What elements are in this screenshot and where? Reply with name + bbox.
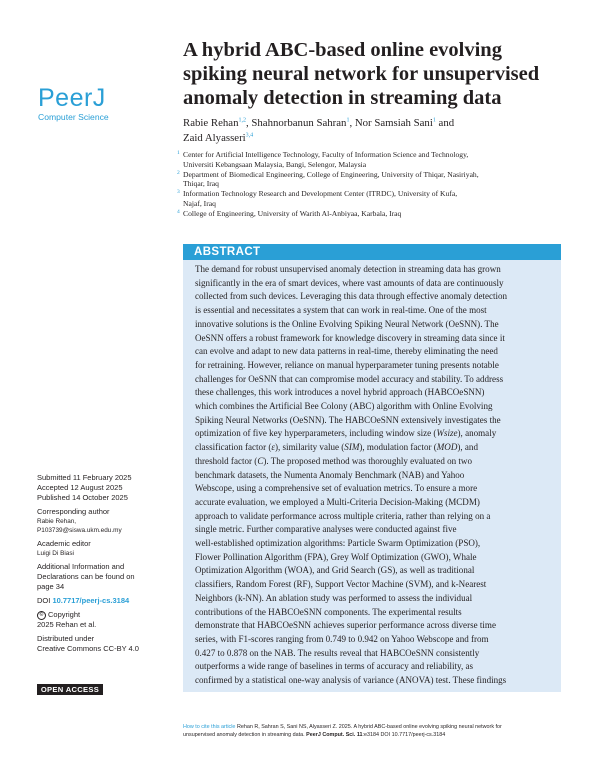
author-name[interactable]: Rabie Rehan: [183, 117, 239, 129]
corresponding-author-email[interactable]: P103739@siswa.ukm.edu.my: [37, 527, 122, 534]
affiliation-list: [177, 150, 577, 219]
citation-doi[interactable]: DOI 10.7717/peerj-cs.3184: [380, 731, 446, 738]
abstract-line: collected from such devices. Leveraging this data through effective anomaly detection: [195, 291, 508, 302]
abstract-line: benchmark datasets, the Numenta Anomaly Benchmark (NAB) and Yahoo: [195, 469, 465, 480]
additional-info-line: Additional Information and: [37, 562, 125, 571]
abstract-body: [195, 263, 560, 688]
citation-label: How to cite this article: [183, 724, 236, 730]
affiliation: 3 Information Technology Research and Development Center (ITRDC), University of Kufa, Najaf, Iraq: [177, 189, 458, 208]
abstract-line: contributions of the HABCOeSNN components. The experimental results: [195, 606, 462, 617]
author-name[interactable]: Shahnorbanun Sahran: [251, 117, 347, 129]
author-list: Rabie Rehan$^{1,2}$, Shahnorbanun Sahran$^1$, Nor Samsiah Sani$^1$ and Zaid Alyasseri$^{3,4}$: [183, 117, 455, 144]
abstract-line: The demand for robust unsupervised anomaly detection in streaming data has grown: [195, 264, 501, 274]
logo-brand: PeerJ: [38, 84, 106, 112]
citation-footer: How to cite this article Rehan R, Sahran S, Sani NS, Alyasseri Z. 2025. A hybrid ABC-based online evolving spiking neural network for unsupervised anomaly detection in streaming data. PeerJ Comput. Sci. 11:e3184 DOI 10.7717/peerj-cs.3184: [183, 724, 502, 738]
doi-line: DOI 10.7717/peerj-cs.3184: [37, 596, 130, 605]
abstract-line: confirmed by a statistical one-way analysis of variance (ANOVA) test. These findings: [195, 675, 507, 686]
submitted-date: Submitted 11 February 2025: [37, 473, 132, 482]
published-date: Published 14 October 2025: [37, 493, 128, 502]
abstract-line: approach to validate performance across multiple criteria, rather than relying on a: [195, 510, 491, 521]
affiliation: 1 Center for Artificial Intelligence Technology, Faculty of Information Science and Technology, Universiti Kebangsaan Malaysia, Bangi, Selengor, Malaysia: [177, 150, 469, 169]
abstract-line: classification factor (ε), similarity value (SIM), modulation factor (MOD), and: [195, 442, 478, 453]
abstract-line: significantly in the era of smart devices, where vast amounts of data are continuously: [195, 277, 504, 288]
affiliation: 4 College of Engineering, University of Warith Al-Anbiyaa, Karbala, Iraq: [177, 208, 402, 218]
abstract-line: innovative solutions is the Online Evolving Spiking Neural Network (OeSNN). The: [195, 318, 499, 329]
journal-logo: [38, 86, 130, 123]
article-metadata: [37, 473, 177, 654]
academic-editor-name: Luigi Di Biasi: [37, 550, 74, 557]
author-affil-sup: 1: [432, 117, 436, 124]
abstract-line: Flower Pollination Algorithm (FPA), Grey Wolf Optimization (GWO), Whale: [195, 551, 477, 562]
affiliation: 2 Department of Biomedical Engineering, College of Engineering, University of Thiqar, Nasiriyah, Thiqar, Iraq: [177, 169, 479, 189]
author-affil-sup: 1,2: [238, 117, 246, 124]
abstract-line: Spiking Neural Networks (OeSNN). The HABCOeSNN extensively investigates the: [195, 414, 501, 425]
abstract-line: which combines the Artificial Bee Colony (ABC) algorithm with Online Evolving: [195, 401, 493, 412]
doi-link[interactable]: 10.7717/peerj-cs.3184: [52, 596, 130, 605]
abstract-line: single metric. Further comparative analyses were conducted against five: [195, 524, 457, 535]
additional-info-page[interactable]: page 34: [37, 582, 65, 591]
abstract-line: series, with F1-scores ranging from 0.749 to 0.942 on Yahoo Webscope and from: [195, 633, 489, 644]
corresponding-author-label: Corresponding author: [37, 507, 110, 516]
abstract-line: accurate evaluation, we employed a Multi-Criteria Decision-Making (MCDM): [195, 496, 480, 507]
abstract-line: well-established optimization algorithms: Particle Swarm Optimization (PSO),: [195, 538, 481, 549]
author-name[interactable]: Zaid Alyasseri: [183, 132, 246, 144]
copyright-line: © Copyright: [37, 610, 177, 620]
abstract-line: threshold factor (C). The proposed method was thoroughly evaluated on two: [195, 455, 472, 466]
author-affil-sup: 1: [346, 117, 350, 124]
abstract-line: these challenges, this work introduces a novel hybrid approach (HABCOeSNN): [195, 387, 485, 398]
academic-editor-label: Academic editor: [37, 539, 91, 548]
abstract-line: classifiers, Random Forest (RF), Support Vector Machine (SVM), and k-Nearest: [195, 579, 487, 590]
abstract-line: OeSNN offers a robust framework for knowledge discovery in streaming data since it: [195, 332, 505, 343]
author-affil-sup: 3,4: [245, 132, 254, 139]
author-name[interactable]: Nor Samsiah Sani: [354, 117, 433, 129]
abstract-line: can evolve and adapt to new data patterns in real-time, thereby eliminating the need: [195, 346, 498, 357]
license-link[interactable]: Creative Commons CC-BY 4.0: [37, 644, 139, 653]
abstract-line: 0.427 to 0.878 on the NAB. The results reveal that HABCOeSNN consistently: [195, 647, 480, 658]
abstract-line: Webscope, using a comprehensive set of evaluation metrics. To ensure a more: [195, 483, 478, 494]
additional-info-line: Declarations can be found on: [37, 572, 135, 581]
abstract-line: Optimization Algorithm (WOA), and Grid Search (GS), as well as traditional: [195, 565, 475, 576]
copyright-holder: 2025 Rehan et al.: [37, 620, 97, 629]
abstract-line: for retraining. However, reliance on manual hyperparameter tuning presents notable: [195, 359, 499, 370]
article-title: A hybrid ABC-based online evolving spiking neural network for unsupervised anomaly detection in streaming data: [183, 39, 540, 109]
accepted-date: Accepted 12 August 2025: [37, 483, 123, 492]
abstract-heading: ABSTRACT: [183, 244, 561, 260]
abstract-line: is essential and necessitates a system that can work in real-time. One of the most: [195, 305, 487, 316]
copyright-icon: ©: [37, 611, 46, 620]
license-line: Distributed under: [37, 634, 95, 643]
abstract-line: Neighbors (k-NN). An ablation study was performed to assess the individual: [195, 592, 473, 603]
logo-subtitle: Computer Science: [38, 112, 109, 122]
open-access-badge: OPEN ACCESS: [37, 684, 103, 695]
abstract-line: outperforms a wide range of baselines in terms of accuracy and reliability, as: [195, 661, 474, 672]
abstract-line: optimization of five key hyperparameters, including window size (Wsize), anomaly: [195, 428, 497, 439]
abstract-line: challenges for OeSNN that can compromise model accuracy and stability. To address: [195, 373, 504, 384]
corresponding-author-name: Rabie Rehan,: [37, 518, 77, 525]
abstract-line: demonstrate that HABCOeSNN achieves superior performance across diverse time: [195, 620, 496, 631]
